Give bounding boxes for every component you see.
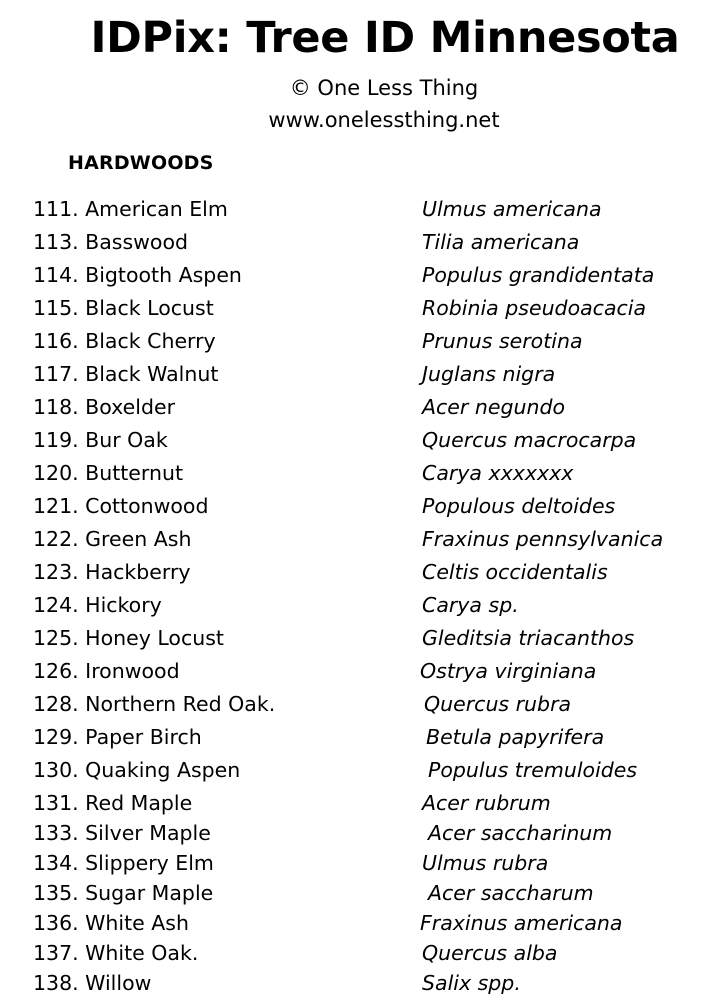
tree-latin-name: Ulmus rubra bbox=[422, 851, 549, 875]
tree-common-name: 123. Hackberry bbox=[33, 560, 191, 584]
tree-row bbox=[0, 294, 710, 327]
tree-row bbox=[0, 426, 710, 459]
tree-row bbox=[0, 360, 710, 393]
tree-common-name: 129. Paper Birch bbox=[33, 725, 202, 749]
tree-row bbox=[0, 789, 710, 819]
tree-common-name: 122. Green Ash bbox=[33, 527, 192, 551]
tree-latin-name: Populus grandidentata bbox=[422, 263, 655, 287]
tree-common-name: 118. Boxelder bbox=[33, 395, 175, 419]
tree-row bbox=[0, 195, 710, 228]
tree-latin-name: Salix spp. bbox=[422, 971, 521, 995]
tree-row bbox=[0, 819, 710, 849]
tree-row bbox=[0, 492, 710, 525]
tree-latin-name: Prunus serotina bbox=[422, 329, 583, 353]
tree-latin-name: Acer negundo bbox=[422, 395, 566, 419]
tree-row bbox=[0, 690, 710, 723]
tree-row bbox=[0, 756, 710, 789]
tree-latin-name: Quercus rubra bbox=[424, 692, 572, 716]
tree-latin-name: Quercus alba bbox=[422, 941, 558, 965]
tree-latin-name: Acer rubrum bbox=[422, 791, 551, 815]
tree-row bbox=[0, 969, 710, 999]
tree-latin-name: Carya sp. bbox=[422, 593, 519, 617]
tree-row bbox=[0, 327, 710, 360]
tree-common-name: 115. Black Locust bbox=[33, 296, 214, 320]
tree-row bbox=[0, 393, 710, 426]
tree-row bbox=[0, 459, 710, 492]
tree-common-name: 130. Quaking Aspen bbox=[33, 758, 241, 782]
tree-common-name: 126. Ironwood bbox=[33, 659, 180, 683]
tree-row bbox=[0, 849, 710, 879]
tree-row bbox=[0, 525, 710, 558]
tree-common-name: 117. Black Walnut bbox=[33, 362, 219, 386]
tree-common-name: 136. White Ash bbox=[33, 911, 189, 935]
tree-common-name: 133. Silver Maple bbox=[33, 821, 211, 845]
tree-latin-name: Carya xxxxxxx bbox=[422, 461, 574, 485]
section-heading-hardwoods: HARDWOODS bbox=[68, 152, 214, 174]
copyright-notice: © One Less Thing bbox=[289, 76, 479, 100]
tree-common-name: 120. Butternut bbox=[33, 461, 183, 485]
tree-common-name: 134. Slippery Elm bbox=[33, 851, 214, 875]
tree-row bbox=[0, 591, 710, 624]
tree-latin-name: Juglans nigra bbox=[422, 362, 556, 386]
tree-common-name: 121. Cottonwood bbox=[33, 494, 209, 518]
page-title: IDPix: Tree ID Minnesota bbox=[90, 13, 680, 63]
tree-latin-name: Acer saccharum bbox=[428, 881, 594, 905]
website-link[interactable]: www.onelessthing.net bbox=[268, 108, 500, 132]
tree-common-name: 124. Hickory bbox=[33, 593, 162, 617]
tree-latin-name: Celtis occidentalis bbox=[422, 560, 608, 584]
tree-row bbox=[0, 261, 710, 294]
tree-latin-name: Gleditsia triacanthos bbox=[422, 626, 635, 650]
tree-common-name: 135. Sugar Maple bbox=[33, 881, 214, 905]
tree-latin-name: Betula papyrifera bbox=[426, 725, 605, 749]
tree-row bbox=[0, 558, 710, 591]
tree-row bbox=[0, 939, 710, 969]
tree-common-name: 116. Black Cherry bbox=[33, 329, 216, 353]
tree-common-name: 137. White Oak. bbox=[33, 941, 199, 965]
tree-row bbox=[0, 624, 710, 657]
tree-common-name: 111. American Elm bbox=[33, 197, 228, 221]
tree-common-name: 138. Willow bbox=[33, 971, 152, 995]
tree-common-name: 128. Northern Red Oak. bbox=[33, 692, 276, 716]
tree-common-name: 119. Bur Oak bbox=[33, 428, 168, 452]
tree-latin-name: Tilia americana bbox=[422, 230, 580, 254]
tree-common-name: 113. Basswood bbox=[33, 230, 189, 254]
tree-latin-name: Fraxinus americana bbox=[420, 911, 623, 935]
tree-row bbox=[0, 909, 710, 939]
tree-latin-name: Populus tremuloides bbox=[428, 758, 638, 782]
tree-common-name: 131. Red Maple bbox=[33, 791, 193, 815]
tree-list bbox=[0, 195, 710, 999]
tree-row bbox=[0, 879, 710, 909]
tree-latin-name: Ostrya virginiana bbox=[420, 659, 597, 683]
tree-latin-name: Populous deltoides bbox=[422, 494, 616, 518]
tree-row bbox=[0, 228, 710, 261]
tree-latin-name: Ulmus americana bbox=[422, 197, 602, 221]
tree-latin-name: Fraxinus pennsylvanica bbox=[422, 527, 664, 551]
tree-common-name: 125. Honey Locust bbox=[33, 626, 224, 650]
tree-latin-name: Robinia pseudoacacia bbox=[422, 296, 647, 320]
tree-row bbox=[0, 657, 710, 690]
tree-row bbox=[0, 723, 710, 756]
tree-common-name: 114. Bigtooth Aspen bbox=[33, 263, 242, 287]
tree-latin-name: Quercus macrocarpa bbox=[422, 428, 637, 452]
tree-latin-name: Acer saccharinum bbox=[428, 821, 613, 845]
